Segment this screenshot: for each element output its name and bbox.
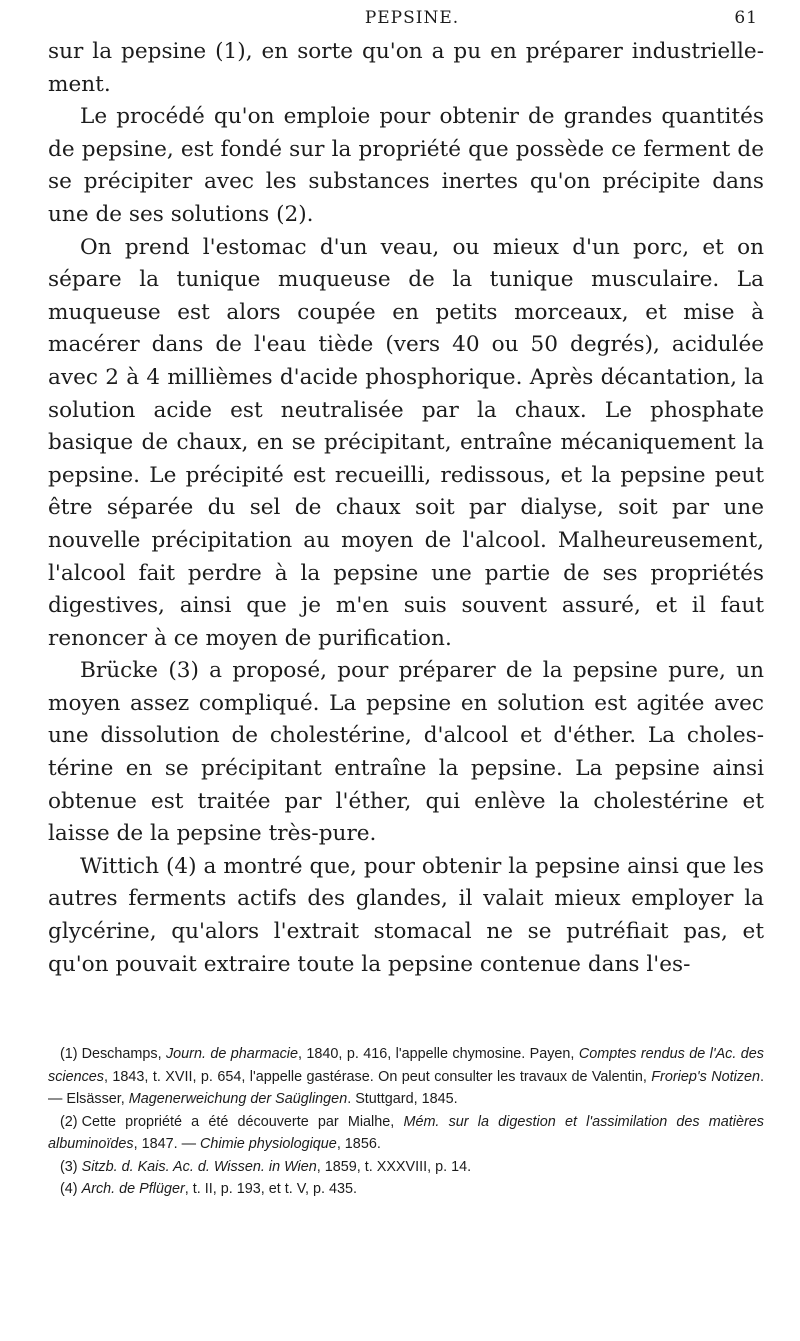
footnote [48,1156,764,1179]
footnotes [48,1043,764,1201]
footnote-text: Deschamps, [81,1046,166,1062]
running-title: PEPSINE. [364,8,460,28]
footnote-text: . — Elsässer, [48,1068,764,1107]
footnote-citation: Sitzb. d. Kais. Ac. d. Wissen. in Wien [81,1158,317,1175]
footnote-text: . Stuttgard, 1845. [347,1091,458,1107]
footnote-citation: Mém. sur la digestion et l'assimilation des matières albuminoïdes [48,1113,764,1152]
paragraph: Le procédé qu'on emploie pour obtenir de grandes quantités de pepsine, est fondé sur la propriété que possède ce ferment de se précipiter avec les substances inertes qu'on précipite dans une de ses solutions (2). [48,104,764,227]
paragraph: On prend l'estomac d'un veau, ou mieux d'un porc, et on sépare la tunique muqueuse de la tunique musculaire. La muqueuse est alors coupée en petits morceaux, et mise à macérer dans de l'eau tiède (vers 40 ou 50 degrés), acidulée avec 2 à 4 millièmes d'acide phosphorique. Après décantation, la solution acide est neutralisée par la chaux. Le phosphate basique de chaux, en se précipitant, entraîne mécaniquement la pepsine. Le précipité est recueilli, redissous, et la pepsine peut être séparée du sel de chaux soit par dialyse, soit par une nouvelle précipitation au moyen de l'alcool. Malheureusement, l'alcool fait perdre à la pepsine une partie de ses propriétés digestives, ainsi que je m'en suis souvent assuré, et il faut renoncer à ce moyen de purification. [48,234,764,651]
paragraph: sur la pepsine (1), en sorte qu'on a pu en préparer industriellement. [48,39,764,97]
footnote [48,1178,764,1201]
footnote [48,1043,764,1111]
paragraph: Wittich (4) a montré que, pour obtenir la pepsine ainsi que les autres ferments actifs des glandes, il valait mieux employer la glycérine, qu'alors l'extrait stomacal ne se putréfiait pas, et qu'on pouvait extraire toute la pepsine contenue dans l'es- [48,853,764,977]
footnote-citation: Chimie physiologique [200,1136,337,1152]
page-number: 61 [734,8,758,28]
footnote-text: Cette propriété a été découverte par Mialhe, [81,1113,404,1130]
footnote-text: , 1843, t. XVII, p. 654, l'appelle gastérase. On peut consulter les travaux de Valentin, [104,1068,652,1085]
paragraph: Brücke (3) a proposé, pour préparer de la pepsine pure, un moyen assez compliqué. La pepsine en solution est agitée avec une dissolution de cholestérine, d'alcool et d'éther. La cholestérine en se précipitant entraîne la pepsine. La pepsine ainsi obtenue est traitée par l'éther, qui enlève la cholestérine et laisse de la pepsine très-pure. [48,658,764,847]
body-text [48,36,764,981]
footnote-citation: Comptes rendus de l'Ac. des sciences [48,1046,764,1085]
footnote-text: , t. II, p. 193, et t. V, p. 435. [184,1181,358,1197]
footnote-text: , 1856. [336,1136,381,1152]
footnote-text: , 1859, t. XXXVIII, p. 14. [316,1158,472,1175]
footnote-citation: Arch. de Pflüger [81,1181,185,1197]
footnote-text: , 1847. — [133,1136,201,1152]
footnote-marker: (2) [60,1113,78,1130]
footnote-citation: Froriep's Notizen [651,1068,760,1085]
page-header [66,8,758,32]
footnote-text: , 1840, p. 416, l'appelle chymosine. Payen, [298,1046,579,1062]
footnote-citation: Journ. de pharmacie [165,1046,298,1062]
footnote-marker: (1) [60,1046,78,1062]
footnote [48,1111,764,1156]
footnote-marker: (3) [60,1158,78,1175]
footnote-citation: Magenerweichung der Saüglingen [128,1091,348,1107]
footnote-marker: (4) [60,1181,78,1197]
